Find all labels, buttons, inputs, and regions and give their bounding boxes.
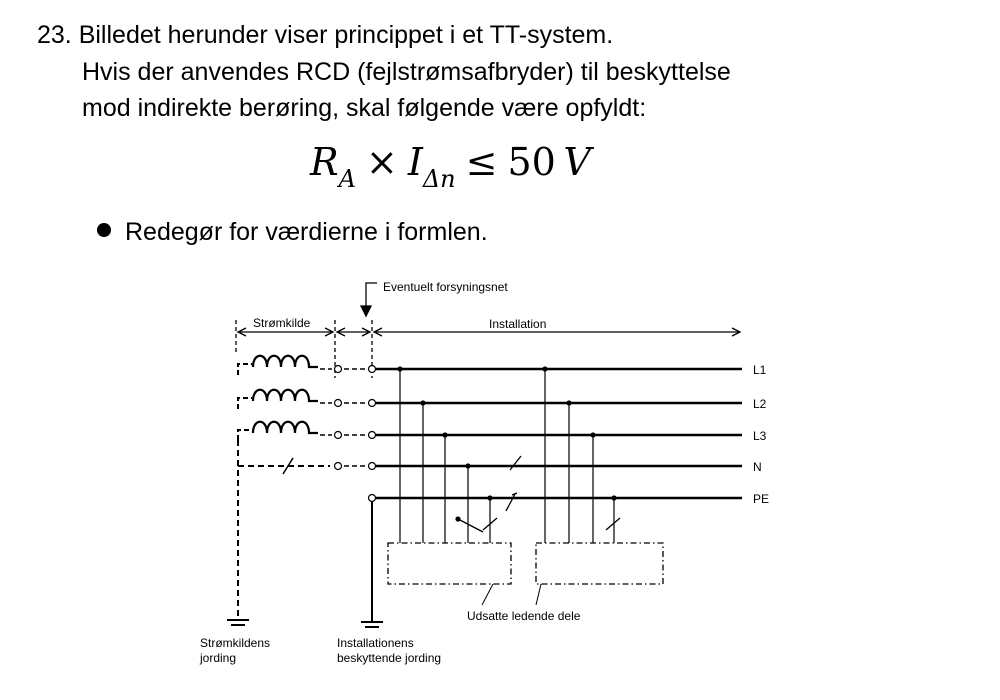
source-coil-1: [253, 356, 318, 367]
exposed-part-1: [388, 543, 511, 584]
formula-leq: ≤: [465, 140, 498, 184]
source-coil-3: [253, 422, 318, 433]
formula-value: 50: [507, 140, 556, 184]
formula-r-sub: A: [338, 165, 356, 193]
label-installation: Installation: [489, 317, 547, 331]
formula-unit: V: [563, 140, 591, 184]
label-l1: L1: [753, 363, 767, 377]
label-l2: L2: [753, 397, 767, 411]
formula-times: ×: [365, 140, 398, 184]
formula-i: I: [407, 140, 423, 184]
question-line-1: 23. Billedet herunder viser princippet i et TT-system.: [37, 21, 614, 49]
source-coil-2: [253, 390, 318, 401]
supply-arrow: [366, 283, 377, 308]
label-source-earth-line1: Strømkildens: [200, 636, 271, 650]
question-line-2: Hvis der anvendes RCD (fejlstrømsafbryder) til beskyttelse: [82, 58, 731, 86]
label-exposed-parts: Udsatte ledende dele: [467, 609, 581, 623]
exposed-part-2: [536, 543, 663, 584]
question-line-3: mod indirekte berøring, skal følgende være opfyldt:: [82, 94, 647, 122]
bullet-text: Redegør for værdierne i formlen.: [125, 218, 488, 246]
formula-i-sub: Δn: [422, 165, 456, 193]
label-supply: Eventuelt forsyningsnet: [383, 280, 508, 294]
label-pe: PE: [753, 492, 770, 506]
label-source: Strømkilde: [253, 316, 311, 330]
label-inst-earth-line2: beskyttende jording: [337, 651, 442, 665]
label-source-earth-line2: jording: [200, 651, 237, 665]
formula-r: R: [310, 140, 339, 184]
label-inst-earth-line1: Installationens: [337, 636, 414, 650]
label-n: N: [753, 460, 762, 474]
label-l3: L3: [753, 429, 767, 443]
